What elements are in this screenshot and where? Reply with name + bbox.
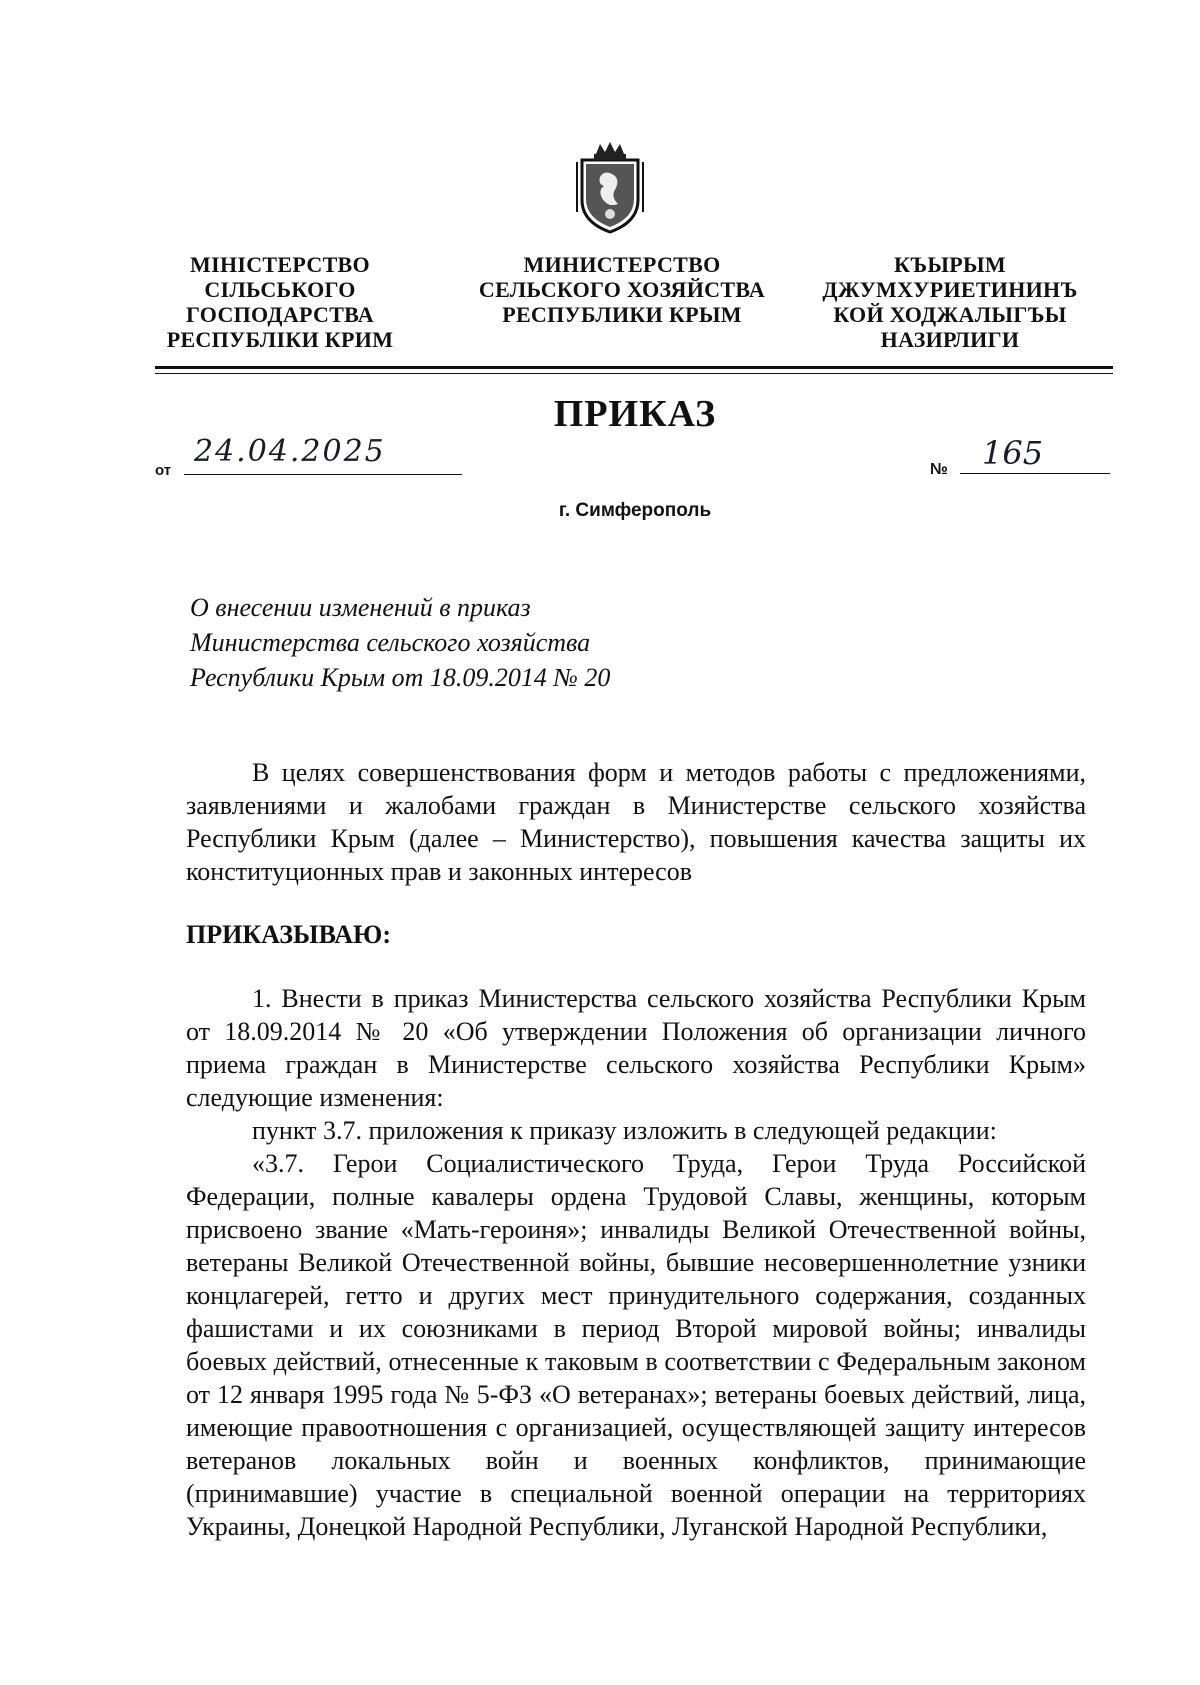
order-items — [186, 982, 1086, 1543]
document-subject: О внесении изменений в приказ Министерства сельского хозяйства Республики Крым от 18.09.2014 № 20 — [190, 593, 611, 692]
preamble: В целях совершенствования форм и методов работы с предложениями, заявлениями и жалобами граждан в Министерстве сельского хозяйства Республики Крым (далее – Министерство), повышения качества защиты их конституционных прав и законных интересов — [186, 758, 1086, 886]
item-1-sub: пункт 3.7. приложения к приказу изложить в следующей редакции: — [252, 1116, 997, 1145]
date-label: от — [155, 462, 172, 479]
date-value: 24.04.2025 — [184, 434, 462, 475]
number-label: № — [930, 461, 948, 478]
document-title: ПРИКАЗ — [553, 393, 717, 435]
header-divider-thick — [155, 366, 1113, 369]
org-name-russian: МИНИСТЕРСТВО СЕЛЬСКОГО ХОЗЯЙСТВА РЕСПУБЛИКИ КРЫМ — [478, 252, 766, 327]
city: г. Симферополь — [558, 500, 712, 521]
org-name-crimean-tatar: КЪЫРЫМ ДЖУМХУРИЕТИНИНЪ КОЙ ХОДЖАЛЫГЪЫ НАЗИРЛИГИ — [822, 252, 1078, 352]
order-word: ПРИКАЗЫВАЮ: — [186, 920, 391, 949]
item-1-text: «3.7. Герои Социалистического Труда, Герои Труда Российской Федерации, полные кавалеры ордена Трудовой Славы, женщины, которым присвоено звание «Мать-героиня»; инвалиды Великой Отечественной войны, ветераны Великой Отечественной войны, бывшие несовершеннолетние узники концлагерей, гетто и других мест принудительного содержания, созданных фашистами и их союзниками в период Второй мировой войны; инвалиды боевых действий, отнесенные к таковым в соответствии с Федеральным законом от 12 января 1995 года № 5-ФЗ «О ветеранах»; ветераны боевых действий, лица, имеющие правоотношения с организацией, осуществляющей защиту интересов ветеранов локальных войн и военных конфликтов, принимающие (принимавшие) участие в специальной военной операции на территориях Украины, Донецкой Народной Республики, Луганской Народной Республики, — [186, 1149, 1086, 1541]
org-name-ukrainian: МІНІСТЕРСТВО СІЛЬСЬКОГО ГОСПОДАРСТВА РЕСПУБЛІКИ КРИМ — [166, 252, 394, 352]
header-divider-thin — [155, 373, 1113, 374]
crimea-coat-of-arms-icon — [574, 142, 646, 234]
number-value: 165 — [960, 434, 1110, 474]
item-1: 1. Внести в приказ Министерства сельского хозяйства Республики Крым от 18.09.2014 № 20 «Об утверждении Положения об организации личного приема граждан в Министерстве сельского хозяйства Республики Крым» следующие изменения: — [186, 984, 1086, 1112]
